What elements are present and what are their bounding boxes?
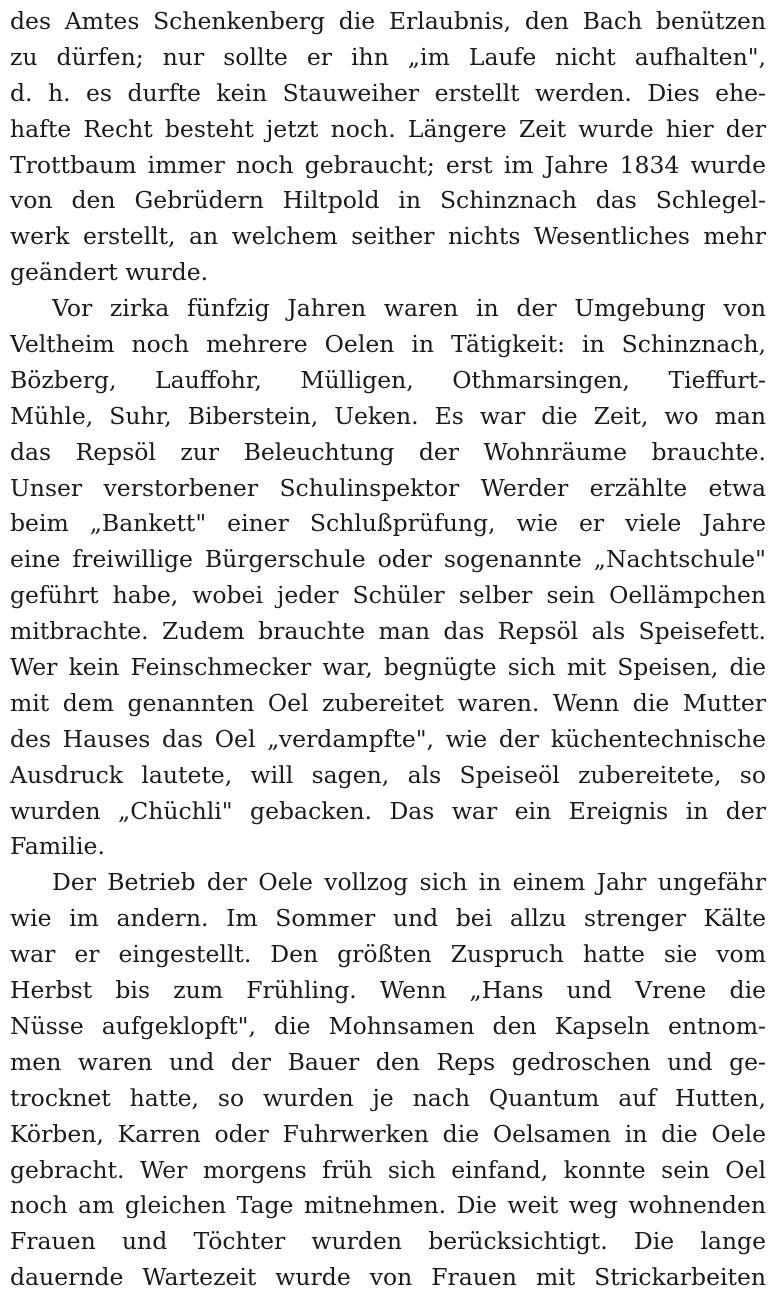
document-page bbox=[10, 4, 766, 1296]
text-line: des Hauses das Oel „verdampfte", wie der küchentechnische bbox=[10, 724, 766, 753]
text-line: beim „Bankett" einer Schlußprüfung, wie er viele Jahre bbox=[10, 509, 766, 538]
text-line: Familie. bbox=[10, 832, 105, 861]
text-line: das Repsöl zur Beleuchtung der Wohnräume brauchte. bbox=[10, 437, 766, 466]
text-line: Trottbaum immer noch gebraucht; erst im Jahre 1834 wurde bbox=[10, 150, 766, 179]
text-line: werk erstellt, an welchem seither nichts Wesentliches mehr bbox=[10, 222, 766, 251]
text-line: war er eingestellt. Den größten Zuspruch hatte sie vom bbox=[10, 940, 766, 969]
text-line: geführt habe, wobei jeder Schüler selber sein Oellämpchen bbox=[10, 581, 766, 610]
paragraph-1 bbox=[10, 4, 766, 291]
text-line: Ausdruck lautete, will sagen, als Speiseöl zubereitete, so bbox=[10, 760, 766, 789]
text-line: men waren und der Bauer den Reps gedroschen und ge- bbox=[10, 1047, 766, 1076]
text-line: Körben, Karren oder Fuhrwerken die Oelsamen in die Oele bbox=[10, 1119, 766, 1148]
text-line: mit dem genannten Oel zubereitet waren. Wenn die Mutter bbox=[10, 688, 766, 717]
text-line: Unser verstorbener Schulinspektor Werder erzählte etwa bbox=[10, 473, 766, 502]
text-line: dauernde Wartezeit wurde von Frauen mit Strickarbeiten bbox=[10, 1263, 766, 1292]
text-line: von den Gebrüdern Hiltpold in Schinznach das Schlegel- bbox=[10, 186, 766, 215]
text-line: zu dürfen; nur sollte er ihn „im Laufe nicht aufhalten", bbox=[10, 42, 766, 71]
text-line: hafte Recht besteht jetzt noch. Längere Zeit wurde hier der bbox=[10, 114, 766, 143]
text-line: mitbrachte. Zudem brauchte man das Repsöl als Speisefett. bbox=[10, 617, 766, 646]
text-line: trocknet hatte, so wurden je nach Quantum auf Hutten, bbox=[10, 1083, 766, 1112]
text-line: wurden „Chüchli" gebacken. Das war ein Ereignis in der bbox=[10, 796, 766, 825]
text-line: des Amtes Schenkenberg die Erlaubnis, den Bach benützen bbox=[10, 7, 766, 35]
text-line: gebracht. Wer morgens früh sich einfand, konnte sein Oel bbox=[10, 1155, 766, 1184]
text-line: noch am gleichen Tage mitnehmen. Die weit weg wohnenden bbox=[10, 1191, 766, 1220]
text-line: Bözberg, Lauffohr, Mülligen, Othmarsingen, Tieffurt- bbox=[10, 365, 766, 394]
paragraph-3 bbox=[10, 865, 766, 1296]
text-line: Veltheim noch mehrere Oelen in Tätigkeit: in Schinznach, bbox=[10, 330, 766, 359]
text-line: Der Betrieb der Oele vollzog sich in einem Jahr ungefähr bbox=[52, 868, 766, 897]
text-line: geändert wurde. bbox=[10, 258, 209, 287]
paragraph-2 bbox=[10, 291, 766, 865]
text-line: wie im andern. Im Sommer und bei allzu strenger Kälte bbox=[10, 904, 766, 933]
text-line: Wer kein Feinschmecker war, begnügte sich mit Speisen, die bbox=[10, 653, 766, 682]
text-line: d. h. es durfte kein Stauweiher erstellt werden. Dies ehe- bbox=[10, 78, 766, 107]
text-line: Nüsse aufgeklopft", die Mohnsamen den Kapseln entnom- bbox=[10, 1011, 766, 1040]
text-line: Mühle, Suhr, Biberstein, Ueken. Es war die Zeit, wo man bbox=[10, 401, 766, 430]
text-line: Frauen und Töchter wurden berücksichtigt. Die lange bbox=[10, 1227, 766, 1256]
text-line: Herbst bis zum Frühling. Wenn „Hans und Vrene die bbox=[10, 976, 766, 1005]
text-line: eine freiwillige Bürgerschule oder sogenannte „Nachtschule" bbox=[10, 545, 766, 574]
text-line: Vor zirka fünfzig Jahren waren in der Umgebung von bbox=[52, 294, 766, 323]
